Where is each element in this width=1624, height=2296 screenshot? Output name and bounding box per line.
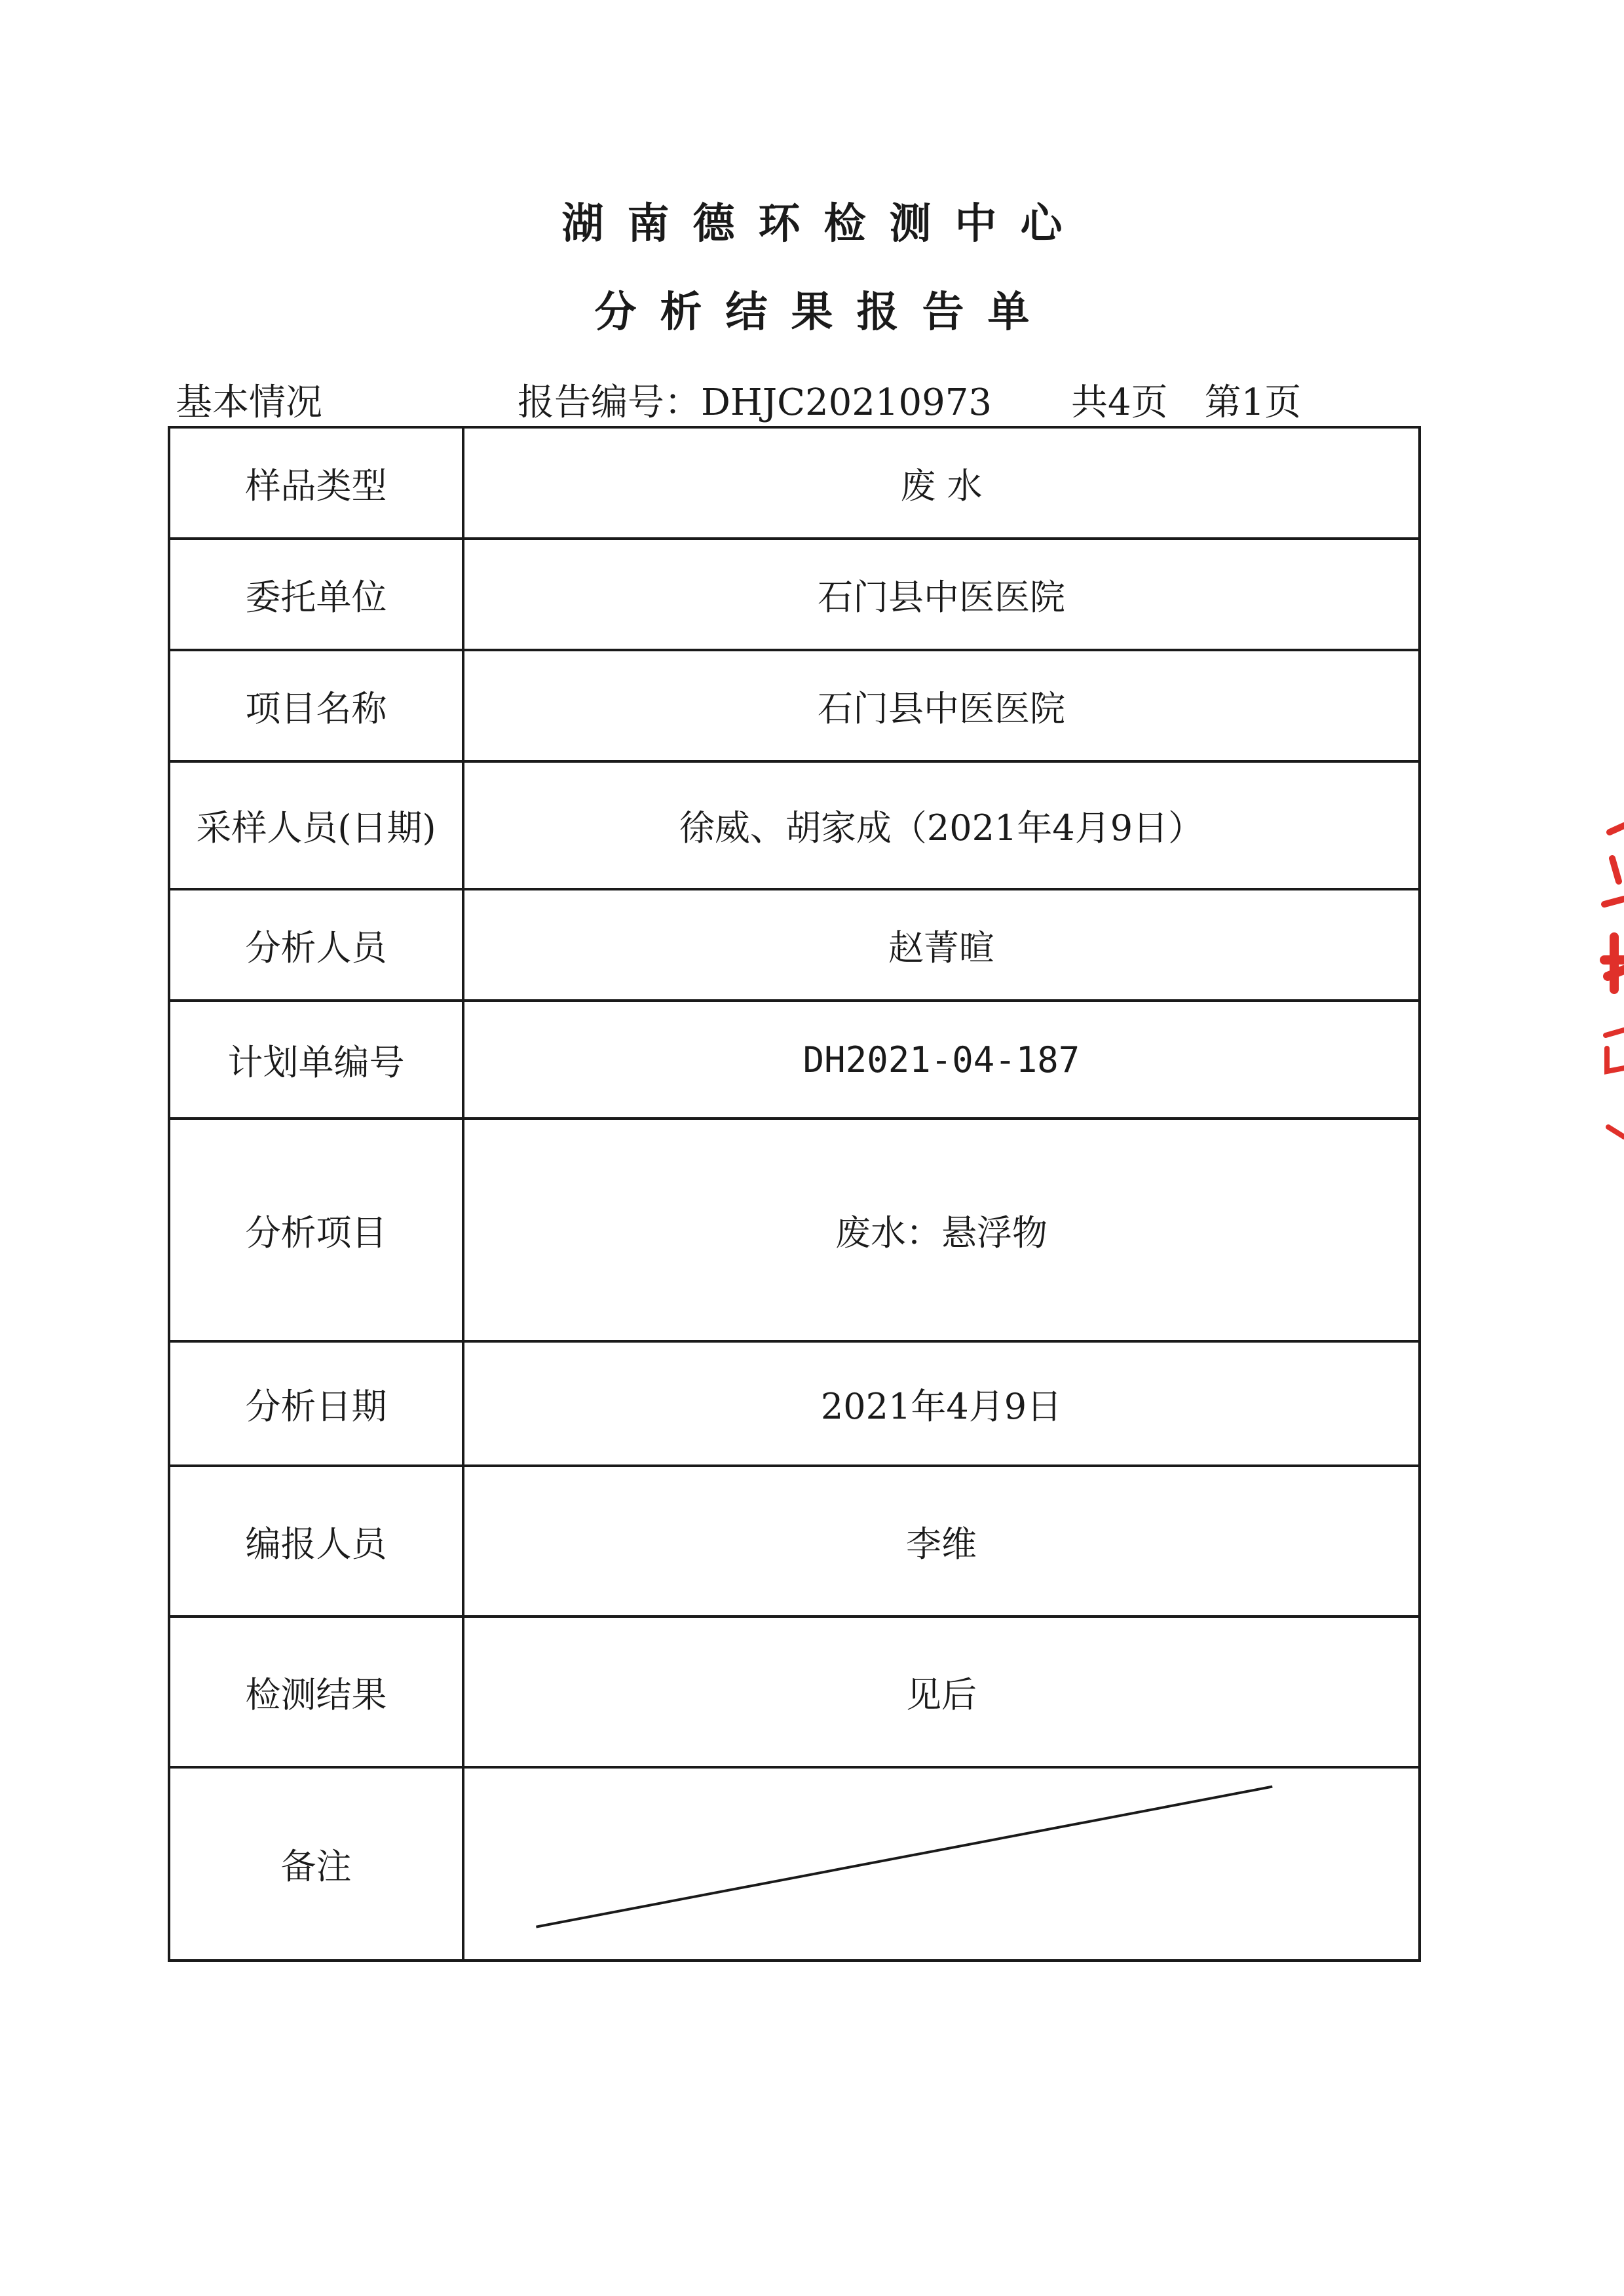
row-label: 检测结果 xyxy=(169,1617,463,1767)
row-value: 赵菁暄 xyxy=(463,889,1420,1001)
red-stamp-fragment xyxy=(1578,819,1624,1147)
row-value: 2021年4月9日 xyxy=(463,1341,1420,1466)
row-label: 分析人员 xyxy=(169,889,463,1001)
row-value: 见后 xyxy=(463,1617,1420,1767)
row-value: 李维 xyxy=(463,1466,1420,1617)
table-row xyxy=(169,1466,1420,1617)
row-label: 备注 xyxy=(169,1767,463,1961)
table-row xyxy=(169,539,1420,650)
table-row xyxy=(169,650,1420,761)
page-info: 共4页 第1页 xyxy=(1071,381,1302,424)
row-value: DH2021-04-187 xyxy=(463,1001,1420,1119)
row-label: 样品类型 xyxy=(169,427,463,539)
table-row xyxy=(169,1617,1420,1767)
row-label: 计划单编号 xyxy=(169,1001,463,1119)
document-title: 分析结果报告单 xyxy=(594,288,1053,337)
row-value: 废水：悬浮物 xyxy=(463,1119,1420,1341)
report-number: 报告编号：DHJC20210973 xyxy=(518,381,992,424)
remark-cell xyxy=(463,1767,1420,1961)
table-row xyxy=(169,1119,1420,1341)
row-label: 分析日期 xyxy=(169,1341,463,1466)
row-label: 采样人员(日期) xyxy=(169,761,463,889)
strike-line xyxy=(464,1769,1418,1959)
table-row xyxy=(169,889,1420,1001)
row-label: 分析项目 xyxy=(169,1119,463,1341)
row-value: 石门县中医医院 xyxy=(463,539,1420,650)
table-row xyxy=(169,427,1420,539)
row-value: 徐威、胡家成（2021年4月9日） xyxy=(463,761,1420,889)
row-value: 废 水 xyxy=(463,427,1420,539)
table-row xyxy=(169,1767,1420,1961)
row-label: 项目名称 xyxy=(169,650,463,761)
table-row xyxy=(169,1001,1420,1119)
table-row xyxy=(169,761,1420,889)
row-value: 石门县中医医院 xyxy=(463,650,1420,761)
row-label: 委托单位 xyxy=(169,539,463,650)
organization-title: 湖南德环检测中心 xyxy=(561,199,1086,248)
report-table xyxy=(168,426,1421,1962)
row-label: 编报人员 xyxy=(169,1466,463,1617)
table-row xyxy=(169,1341,1420,1466)
basic-info-label: 基本情况 xyxy=(176,381,322,424)
